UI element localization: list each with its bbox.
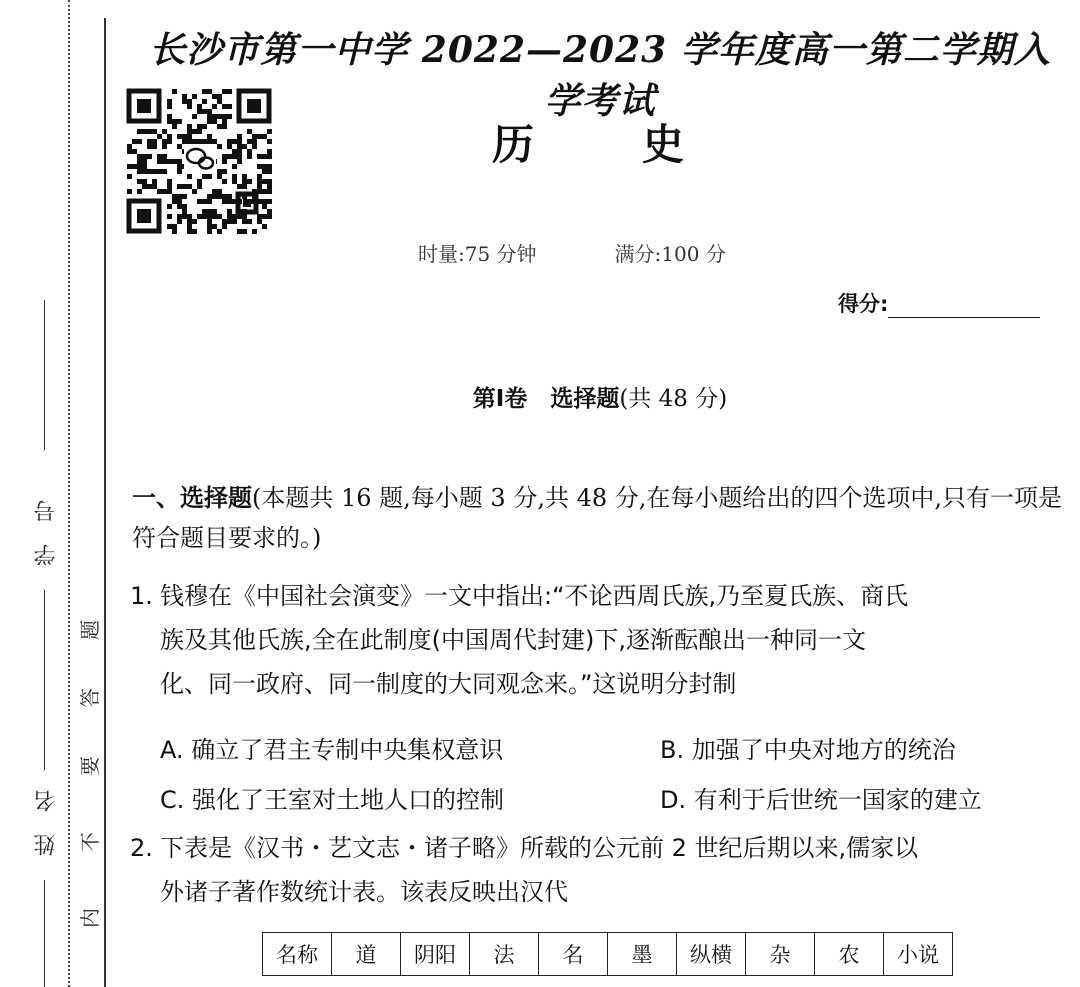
option-a: A. 确立了君主专制中央集权意识: [160, 736, 504, 764]
instructions-heading: 一、选择题: [132, 484, 252, 512]
score-field: [838, 288, 1040, 318]
table-header-cell: 道: [332, 933, 401, 976]
question-2: 2. 下表是《汉书・艺文志・诸子略》所载的公元前 2 世纪后期以来,儒家以 外诸子著作数统计表。该表反映出汉代: [130, 826, 1070, 914]
dotted-cut-line: [68, 0, 70, 987]
table-header-cell: 杂: [746, 933, 815, 976]
exam-meta: [418, 238, 726, 267]
section-heading: 第Ⅰ卷 选择题(共 48 分): [472, 386, 728, 412]
warning-char: 要: [78, 756, 102, 776]
margin-border-line: [104, 18, 106, 987]
table-header-cell: 法: [470, 933, 539, 976]
table-header-cell: 农: [815, 933, 884, 976]
name-blank-bottom[interactable]: [44, 880, 45, 987]
wechat-icon: [184, 144, 216, 174]
stats-table: [262, 932, 953, 976]
question-number: 1.: [130, 582, 153, 610]
name-blank-top[interactable]: [44, 590, 45, 770]
option-c: C. 强化了王室对土地人口的控制: [160, 786, 505, 814]
table-header-cell: 名称: [263, 933, 332, 976]
student-no-blank[interactable]: [44, 300, 45, 450]
score-blank[interactable]: [888, 295, 1040, 318]
table-header-cell: 墨: [608, 933, 677, 976]
full-score: 满分:100 分: [614, 242, 726, 266]
warning-char: 不: [78, 832, 102, 852]
name-label: 姓 名: [34, 790, 59, 856]
duration: 时量:75 分钟: [418, 242, 537, 266]
table-header-cell: 阴阳: [401, 933, 470, 976]
qr-code-icon: [126, 88, 272, 234]
table-header-cell: 小说: [884, 933, 953, 976]
subject-title: 历 史: [492, 120, 685, 169]
table-header-cell: 名: [539, 933, 608, 976]
warning-char: 题: [78, 620, 102, 640]
warning-char: 内: [78, 908, 102, 928]
instructions: [132, 478, 1062, 558]
question-1: 1. 钱穆在《中国社会演变》一文中指出:“不论西周氏族,乃至夏氏族、商氏 族及其他氏族,全在此制度(中国周代封建)下,逐渐酝酿出一种同一文 化、同一政府、同一制度的大同观念来。”这说明分封制: [130, 574, 1070, 706]
table-header-row: [263, 933, 953, 976]
score-label: 得分:: [838, 292, 889, 316]
binding-margin: [0, 0, 110, 987]
option-b: B. 加强了中央对地方的统治: [660, 736, 956, 764]
option-d: D. 有利于后世统一国家的建立: [660, 786, 982, 814]
exam-title: 长沙市第一中学 2022—2023 学年度高一第二学期入学考试: [149, 29, 1051, 122]
question-number: 2.: [130, 834, 153, 862]
instructions-text: (本题共 16 题,每小题 3 分,共 48 分,在每小题给出的四个选项中,只有一项是符合题目要求的。): [132, 484, 1062, 552]
student-no-label: 学 号: [34, 500, 59, 566]
table-header-cell: 纵横: [677, 933, 746, 976]
warning-char: 答: [78, 688, 102, 708]
